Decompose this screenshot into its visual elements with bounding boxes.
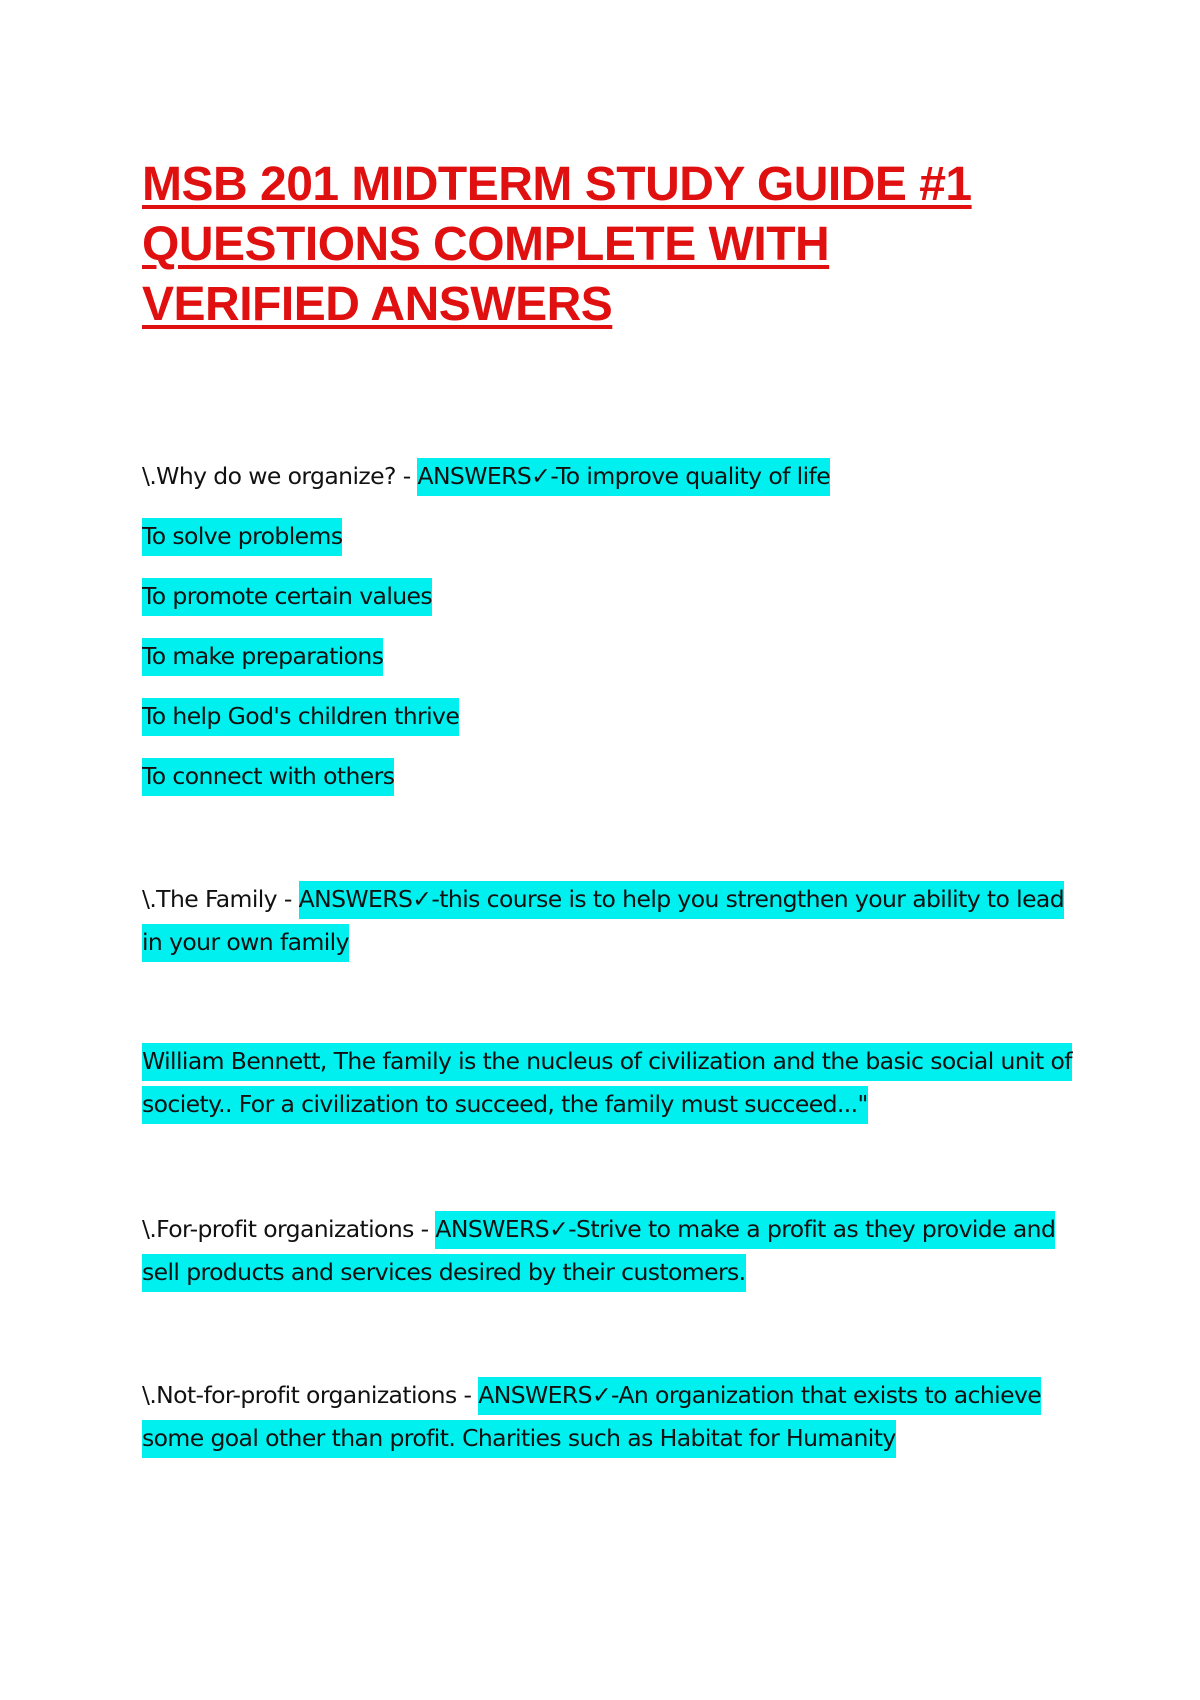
qa-item-not-for-profit	[142, 1374, 1082, 1460]
question-text: \.Why do we organize? -	[142, 462, 418, 490]
question-text: \.Not-for-profit organizations -	[142, 1381, 479, 1409]
answer-text: ANSWERS✓-this course is to help you strengthen your ability to lead in your own family	[142, 881, 1064, 962]
answer-line	[142, 635, 1082, 695]
answer-line	[142, 515, 1082, 575]
answer-line	[142, 695, 1082, 755]
question-text: \.The Family -	[142, 885, 299, 913]
answer-text: To make preparations	[142, 638, 383, 676]
qa-item-why-organize	[142, 455, 1082, 815]
qa-item-the-family	[142, 878, 1082, 964]
quote-paragraph	[142, 1040, 1082, 1126]
answer-text: ANSWERS✓-To improve quality of life	[417, 458, 830, 496]
qa-item-for-profit	[142, 1208, 1082, 1294]
answer-text: To solve problems	[142, 518, 342, 556]
answer-line	[142, 755, 1082, 815]
answer-line	[142, 575, 1082, 635]
quote-text: William Bennett, The family is the nucleus of civilization and the basic social unit of society.. For a civilization to succeed, the family must succeed..."	[142, 1043, 1072, 1124]
answer-text: To connect with others	[142, 758, 394, 796]
answer-text: To help God's children thrive	[142, 698, 459, 736]
answer-text: To promote certain values	[142, 578, 432, 616]
answer-text: ANSWERS✓-An organization that exists to achieve some goal other than profit. Charities such as Habitat for Humanity	[142, 1377, 1041, 1458]
document-title: MSB 201 MIDTERM STUDY GUIDE #1 QUESTIONS COMPLETE WITH VERIFIED ANSWERS	[142, 158, 972, 331]
question-text: \.For-profit organizations -	[142, 1215, 436, 1243]
answer-text: ANSWERS✓-Strive to make a profit as they provide and sell products and services desired by their customers.	[142, 1211, 1055, 1292]
qa-question-line	[142, 455, 1082, 515]
